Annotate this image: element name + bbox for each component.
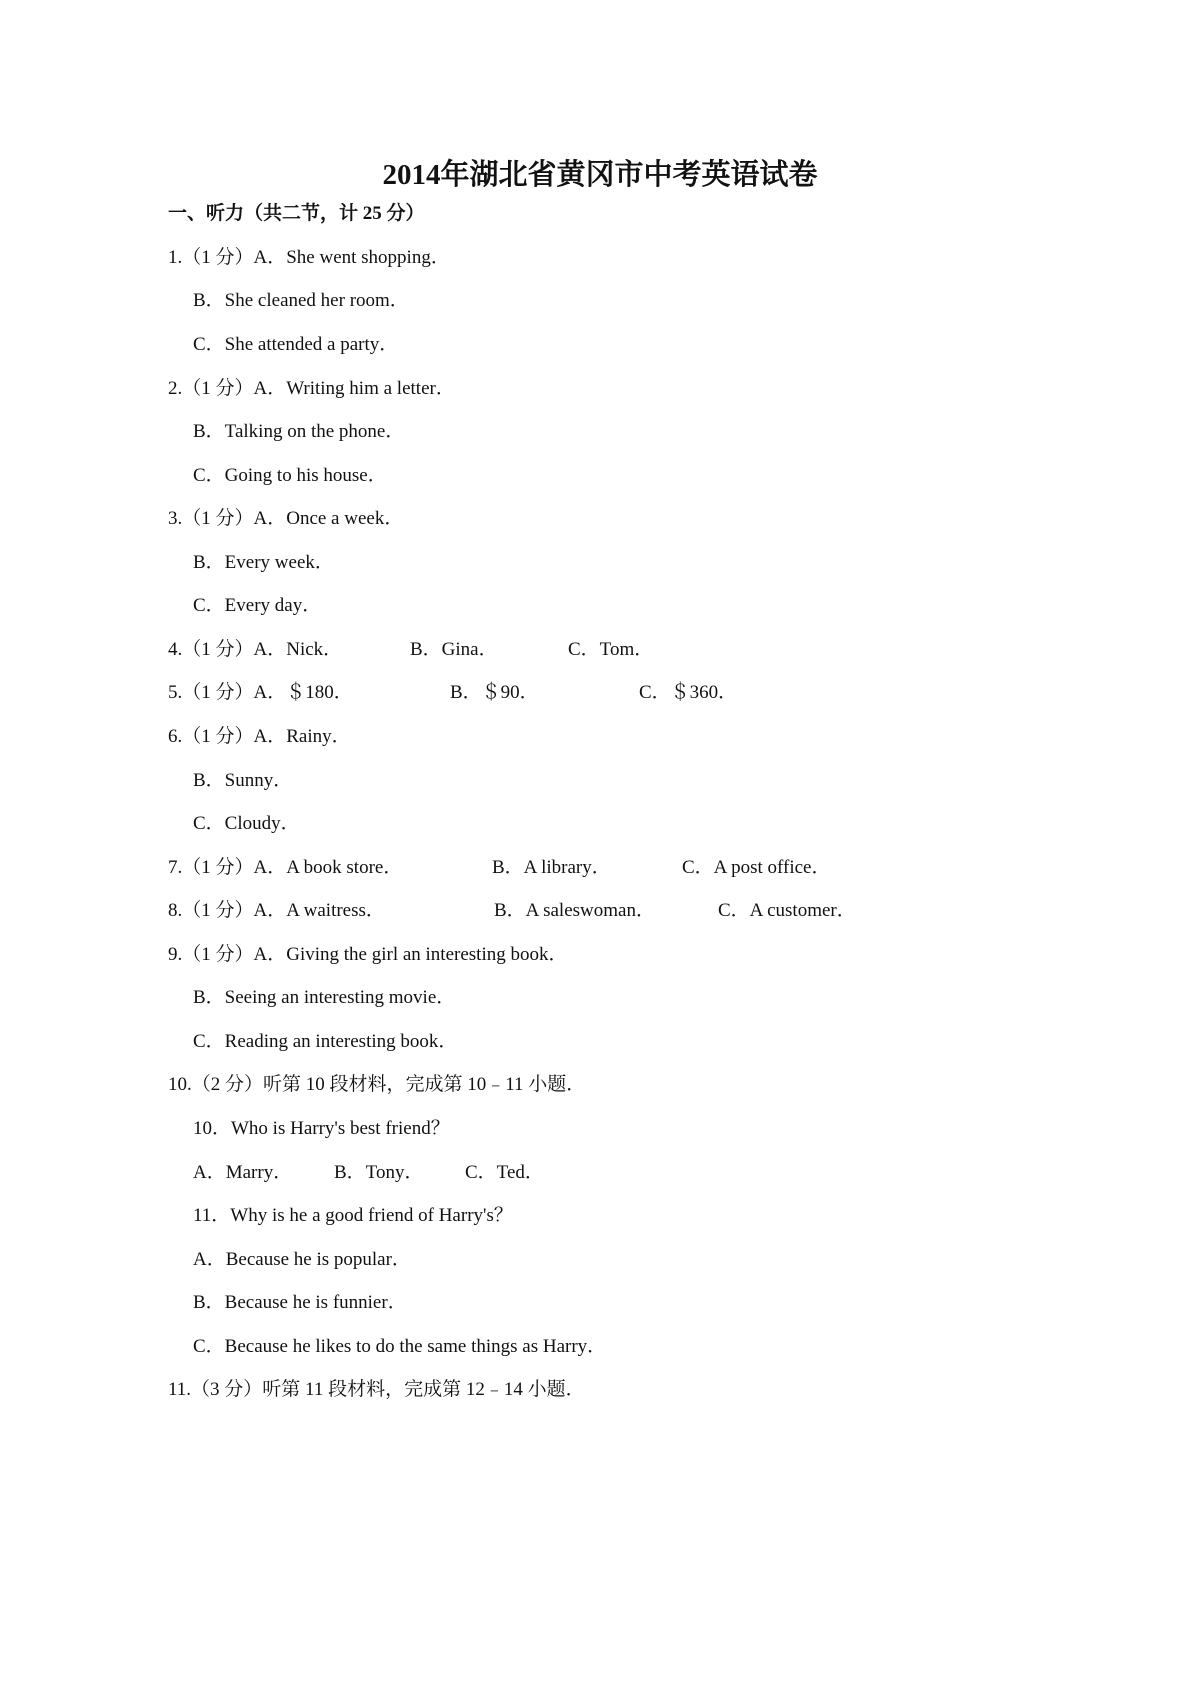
question-3-option-b: B．Every week． [193, 552, 334, 573]
page-title: 2014年湖北省黄冈市中考英语试卷 [382, 159, 818, 191]
question-5-option-b: B．＄90． [450, 682, 539, 703]
question-7-option-c: C．A post office． [682, 857, 831, 878]
question-1-option-c: C．She attended a party． [193, 334, 399, 355]
question-9-option-c: C．Reading an interesting book． [193, 1031, 458, 1052]
sub-question-11-option-b: B．Because he is funnier． [193, 1292, 407, 1313]
question-8-option-a: 8.（1 分）A．A waitress． [168, 900, 385, 921]
sub-question-11-option-c: C．Because he likes to do the same things as Harry． [193, 1336, 607, 1357]
question-3-option-c: C．Every day． [193, 595, 322, 616]
question-6-option-c: C．Cloudy． [193, 813, 300, 834]
sub-question-10-option-b: B．Tony． [334, 1162, 424, 1183]
question-9-stem: 9.（1 分）A．Giving the girl an interesting book． [168, 944, 568, 965]
question-8-option-c: C．A customer． [718, 900, 856, 921]
question-2-option-b: B．Talking on the phone． [193, 421, 405, 442]
question-5-option-c: C．＄360． [639, 682, 738, 703]
question-5-option-a: 5.（1 分）A．＄180． [168, 682, 353, 703]
question-2-option-c: C．Going to his house． [193, 465, 387, 486]
question-11-stem: 11.（3 分）听第 11 段材料，完成第 12﹣14 小题． [168, 1379, 585, 1400]
question-10-stem: 10.（2 分）听第 10 段材料，完成第 10﹣11 小题． [168, 1074, 586, 1095]
question-6-stem: 6.（1 分）A．Rainy． [168, 726, 351, 747]
sub-question-11-option-a: A．Because he is popular． [193, 1249, 411, 1270]
question-4-option-b: B．Gina． [410, 639, 498, 660]
section-heading: 一、听力（共二节，计 25 分） [168, 203, 425, 224]
question-9-option-b: B．Seeing an interesting movie． [193, 987, 456, 1008]
question-3-stem: 3.（1 分）A．Once a week． [168, 508, 404, 529]
question-1-option-b: B．She cleaned her room． [193, 290, 409, 311]
question-7-option-b: B．A library． [492, 857, 611, 878]
question-4-option-a: 4.（1 分）A．Nick． [168, 639, 343, 660]
question-1-stem: 1.（1 分）A．She went shopping． [168, 247, 450, 268]
question-4-option-c: C．Tom． [568, 639, 654, 660]
question-7-option-a: 7.（1 分）A．A book store． [168, 857, 403, 878]
sub-question-10: 10．Who is Harry's best friend？ [193, 1118, 450, 1139]
sub-question-10-option-a: A．Marry． [193, 1162, 293, 1183]
question-8-option-b: B．A saleswoman． [494, 900, 655, 921]
question-2-stem: 2.（1 分）A．Writing him a letter． [168, 378, 455, 399]
sub-question-11: 11．Why is he a good friend of Harry's？ [193, 1205, 513, 1226]
sub-question-10-option-c: C．Ted． [465, 1162, 544, 1183]
question-6-option-b: B．Sunny． [193, 770, 293, 791]
